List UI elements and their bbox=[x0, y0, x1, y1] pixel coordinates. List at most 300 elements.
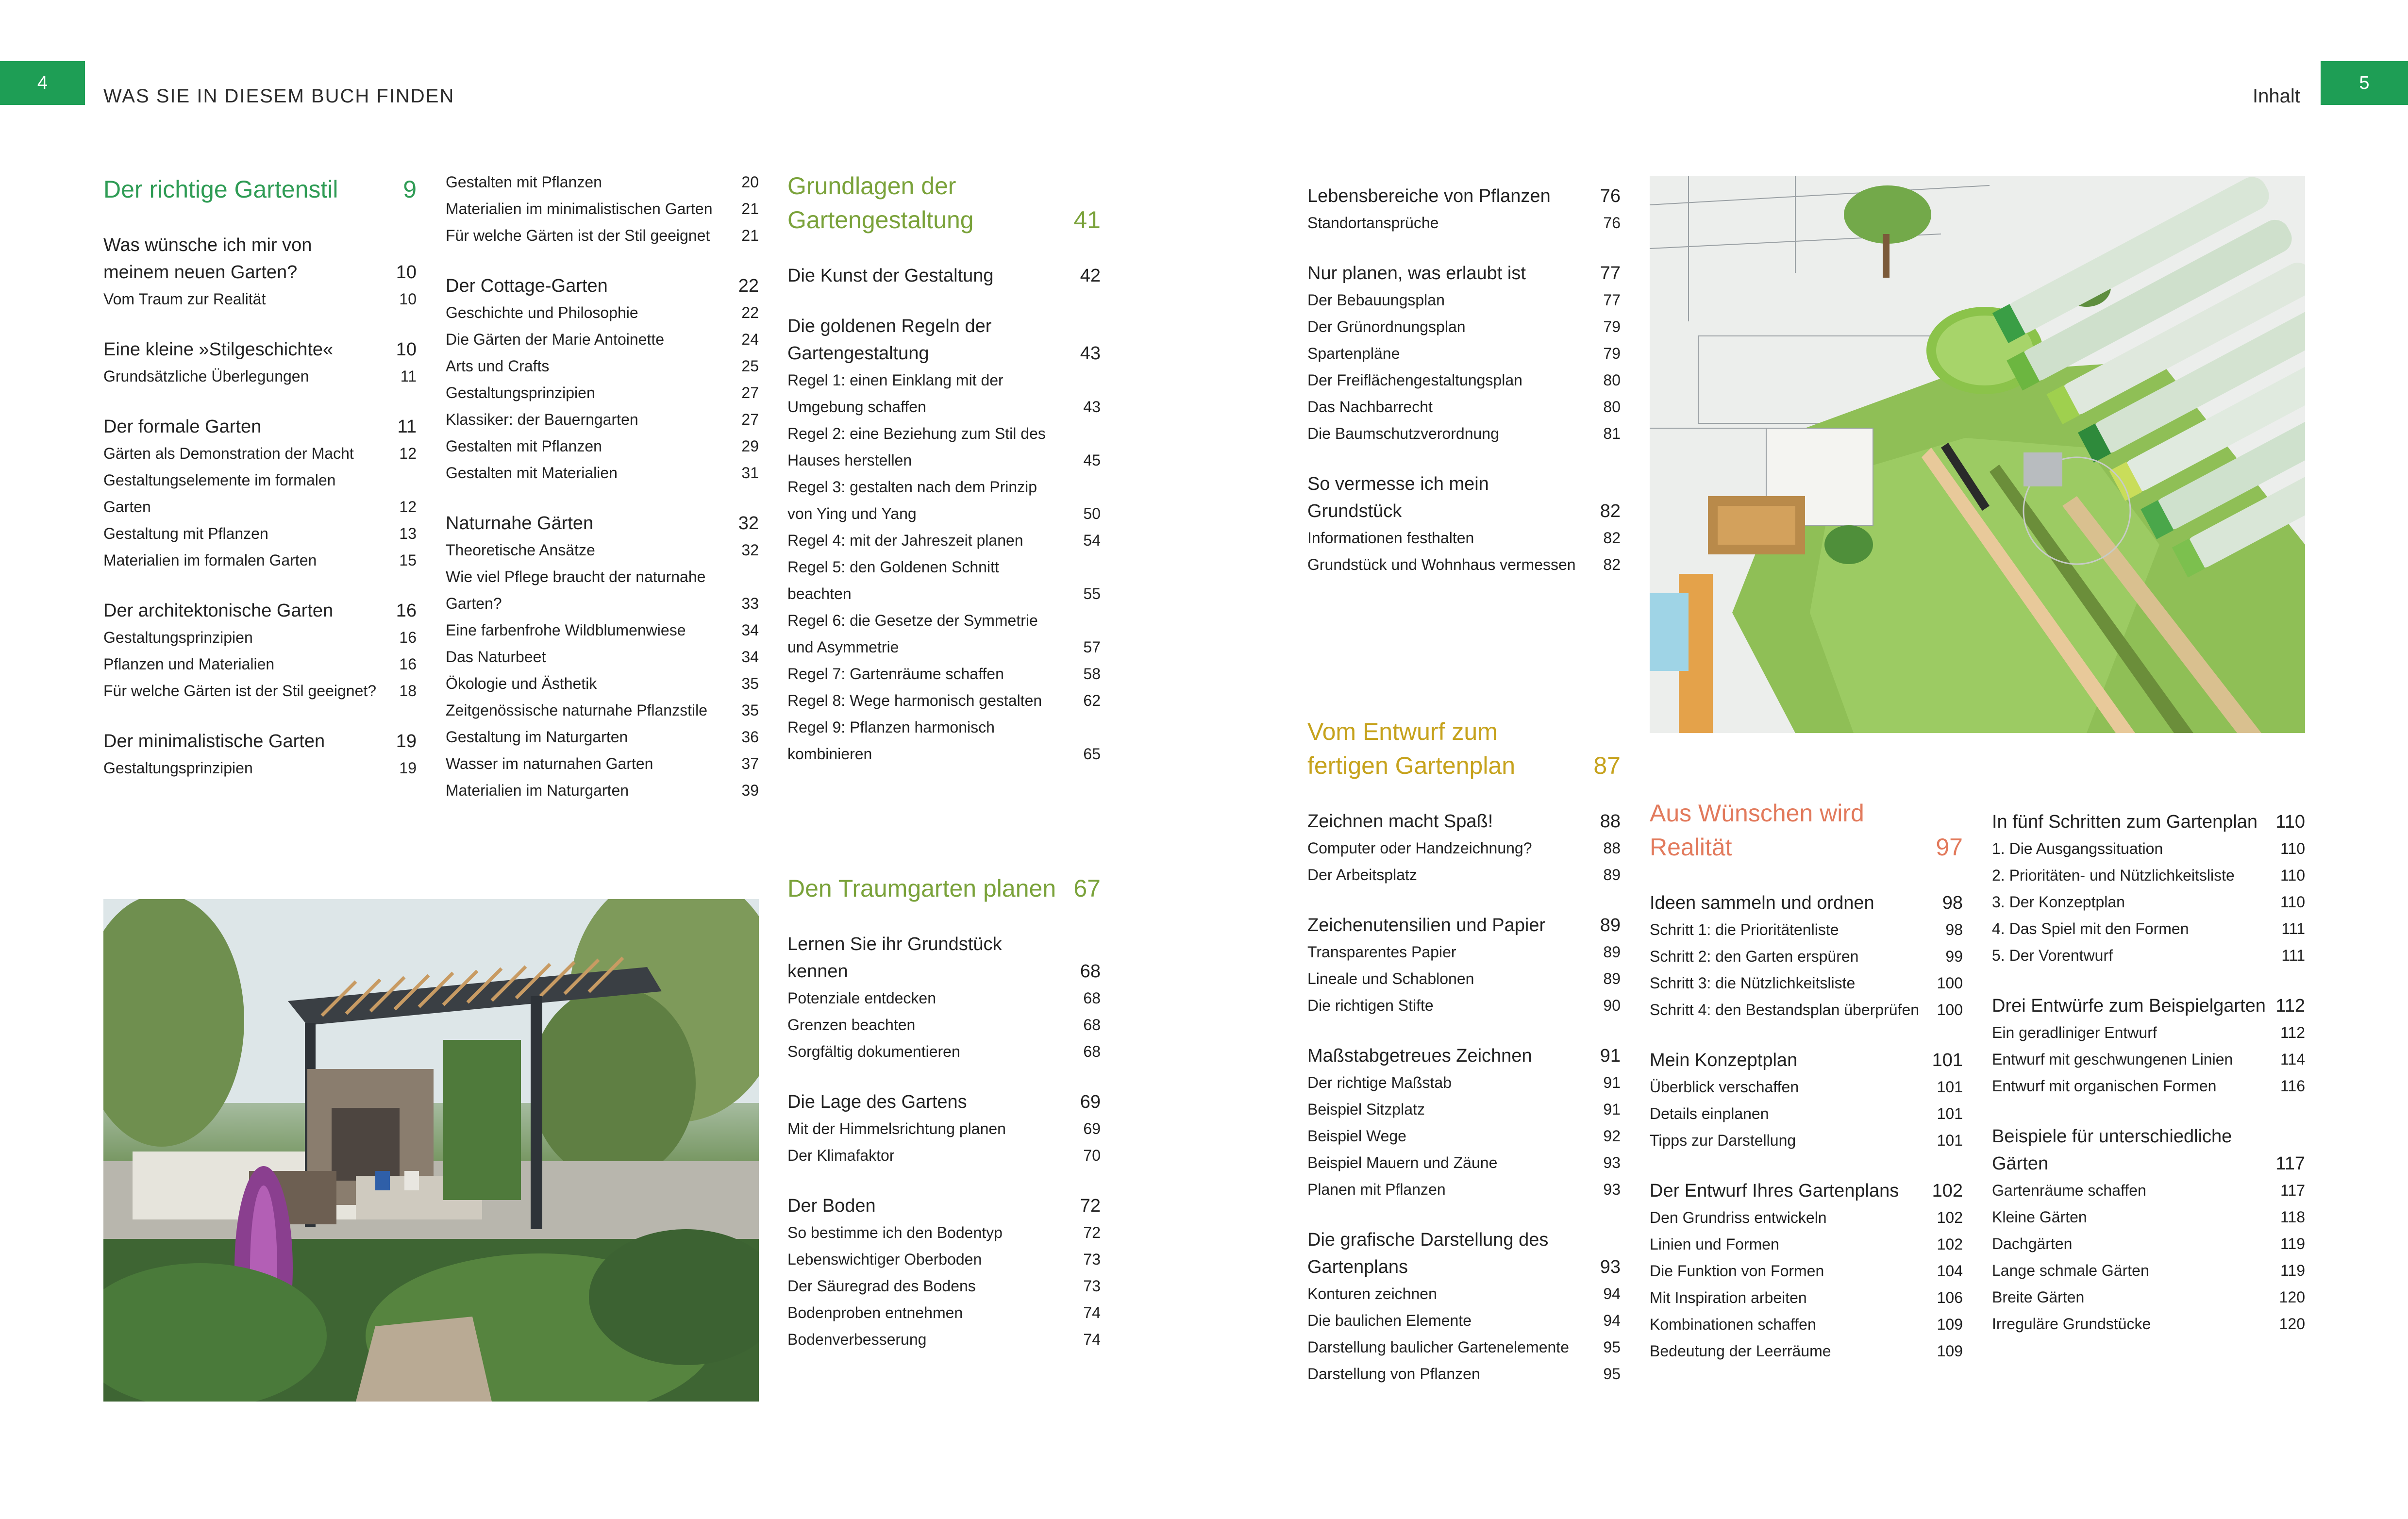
toc-sub bbox=[103, 467, 417, 520]
toc-page-number: 19 bbox=[399, 759, 417, 777]
toc-page-number: 34 bbox=[741, 648, 759, 666]
toc-page-number: 102 bbox=[1937, 1235, 1963, 1253]
toc-section bbox=[1992, 992, 2305, 1019]
toc-entry-title: Informationen festhalten bbox=[1307, 529, 1474, 547]
left-running-head: WAS SIE IN DIESEM BUCH FINDEN bbox=[103, 85, 455, 107]
toc-sub bbox=[1992, 1311, 2305, 1337]
toc-page-number: 110 bbox=[2280, 840, 2305, 857]
toc-section bbox=[103, 728, 417, 755]
toc-page-number: 27 bbox=[741, 384, 759, 401]
toc-entry-title: Entwurf mit geschwungenen Linien bbox=[1992, 1051, 2233, 1068]
toc-entry-title: Die Lage des Gartens bbox=[787, 1092, 967, 1112]
toc-sub bbox=[1650, 997, 1963, 1023]
toc-page-number: 99 bbox=[1945, 948, 1963, 965]
toc-sub bbox=[1992, 916, 2305, 942]
toc-sub bbox=[1650, 1074, 1963, 1101]
toc-section bbox=[787, 1088, 1101, 1116]
toc-entry-title: Entwurf mit organischen Formen bbox=[1992, 1077, 2217, 1095]
toc-entry-title: Kombinationen schaffen bbox=[1650, 1316, 1816, 1333]
toc-page-number: 117 bbox=[2275, 1153, 2305, 1174]
toc-sub bbox=[787, 687, 1101, 714]
toc-entry-title: Beispiel Sitzplatz bbox=[1307, 1101, 1425, 1118]
toc-sub bbox=[787, 1142, 1101, 1169]
toc-sub bbox=[787, 527, 1101, 554]
toc-entry-title: Beispiel Wege bbox=[1307, 1127, 1406, 1145]
toc-sub bbox=[1307, 314, 1621, 340]
toc-sub bbox=[103, 286, 417, 313]
toc-column-4b bbox=[1307, 715, 1621, 1387]
toc-sub bbox=[1992, 1046, 2305, 1073]
toc-sub bbox=[1307, 992, 1621, 1019]
toc-page-number: 11 bbox=[397, 417, 417, 437]
toc-page-number: 68 bbox=[1083, 1016, 1101, 1034]
toc-entry-title: Standortansprüche bbox=[1307, 214, 1439, 232]
toc-page-number: 13 bbox=[399, 525, 417, 542]
toc-sub bbox=[446, 222, 759, 249]
toc-entry-title: Kleine Gärten bbox=[1992, 1208, 2087, 1226]
toc-page-number: 95 bbox=[1603, 1338, 1621, 1356]
toc-sub bbox=[1307, 1096, 1621, 1123]
toc-entry-title: Überblick verschaffen bbox=[1650, 1078, 1799, 1096]
toc-entry-title: Mit der Himmelsrichtung planen bbox=[787, 1120, 1006, 1137]
toc-section bbox=[103, 232, 417, 286]
toc-entry-title: Linien und Formen bbox=[1650, 1235, 1779, 1253]
toc-entry-title: Gestalten mit Pflanzen bbox=[446, 173, 602, 191]
toc-entry-title: Eine farbenfrohe Wildblumenwiese bbox=[446, 621, 686, 639]
toc-chapter bbox=[787, 871, 1101, 905]
toc-section bbox=[1992, 1123, 2305, 1177]
toc-entry-title: Gärten als Demonstration der Macht bbox=[103, 445, 354, 462]
toc-page-number: 92 bbox=[1603, 1127, 1621, 1145]
toc-entry-title: Dachgärten bbox=[1992, 1235, 2073, 1252]
toc-page-number: 98 bbox=[1945, 921, 1963, 938]
toc-page-number: 77 bbox=[1600, 263, 1621, 284]
toc-page-number: 24 bbox=[741, 331, 759, 348]
toc-sub bbox=[1650, 1258, 1963, 1285]
toc-entry-title: Der Cottage-Garten bbox=[446, 276, 608, 296]
toc-sub bbox=[446, 777, 759, 804]
toc-entry-title: 2. Prioritäten- und Nützlichkeitsliste bbox=[1992, 867, 2235, 884]
toc-entry-title: Den Traumgarten planen bbox=[787, 875, 1056, 902]
toc-sub bbox=[1650, 1101, 1963, 1127]
toc-page-number: 21 bbox=[741, 227, 759, 244]
toc-sub bbox=[1650, 1285, 1963, 1311]
toc-entry-title: Lebenswichtiger Oberboden bbox=[787, 1251, 982, 1268]
toc-entry-title: Gestaltungselemente im formalen Garten bbox=[103, 471, 336, 516]
toc-page-number: 69 bbox=[1080, 1092, 1101, 1112]
toc-entry-title: 5. Der Vorentwurf bbox=[1992, 947, 2113, 964]
toc-column-3b bbox=[787, 871, 1101, 1353]
toc-page-number: 73 bbox=[1083, 1251, 1101, 1268]
toc-page-number: 93 bbox=[1600, 1257, 1621, 1277]
toc-sub bbox=[787, 714, 1101, 768]
toc-entry-title: Details einplanen bbox=[1650, 1105, 1769, 1122]
toc-entry-title: Schritt 4: den Bestandsplan überprüfen bbox=[1650, 1001, 1920, 1018]
toc-section bbox=[1307, 470, 1621, 525]
toc-section bbox=[1307, 808, 1621, 835]
toc-page-number: 89 bbox=[1603, 943, 1621, 961]
toc-page-number: 76 bbox=[1603, 214, 1621, 232]
toc-entry-title: Gestaltungsprinzipien bbox=[103, 759, 253, 777]
toc-entry-title: Regel 9: Pflanzen harmonisch kombinieren bbox=[787, 718, 995, 763]
toc-entry-title: Die goldenen Regeln der Gartengestaltung bbox=[787, 316, 992, 364]
toc-page-number: 29 bbox=[741, 437, 759, 455]
toc-entry-title: Die Gärten der Marie Antoinette bbox=[446, 331, 665, 348]
toc-sub bbox=[787, 554, 1101, 607]
toc-page-number: 18 bbox=[399, 682, 417, 700]
toc-entry-title: Das Nachbarrecht bbox=[1307, 398, 1433, 416]
toc-column-1 bbox=[103, 172, 417, 782]
toc-entry-title: Der Klimafaktor bbox=[787, 1147, 895, 1164]
toc-sub bbox=[1650, 917, 1963, 943]
toc-page-number: 35 bbox=[741, 675, 759, 692]
toc-page-number: 58 bbox=[1083, 665, 1101, 683]
toc-page-number: 39 bbox=[741, 782, 759, 799]
toc-entry-title: Breite Gärten bbox=[1992, 1288, 2085, 1306]
toc-page-number: 89 bbox=[1603, 866, 1621, 884]
toc-sub bbox=[103, 520, 417, 547]
toc-sub bbox=[103, 678, 417, 704]
garden-plan-drawing-photo bbox=[1650, 176, 2305, 733]
toc-entry-title: 1. Die Ausgangssituation bbox=[1992, 840, 2163, 857]
toc-sub bbox=[787, 1219, 1101, 1246]
toc-entry-title: So bestimme ich den Bodentyp bbox=[787, 1224, 1003, 1241]
toc-section bbox=[1307, 260, 1621, 287]
toc-entry-title: Der Entwurf Ihres Gartenplans bbox=[1650, 1181, 1899, 1201]
toc-page-number: 95 bbox=[1603, 1365, 1621, 1383]
toc-sub bbox=[446, 724, 759, 751]
toc-sub bbox=[1650, 1204, 1963, 1231]
toc-sub bbox=[446, 697, 759, 724]
toc-entry-title: Spartenpläne bbox=[1307, 345, 1400, 362]
toc-page-number: 79 bbox=[1603, 345, 1621, 362]
toc-entry-title: Die baulichen Elemente bbox=[1307, 1312, 1472, 1329]
toc-entry-title: Der richtige Maßstab bbox=[1307, 1074, 1452, 1091]
toc-sub bbox=[103, 440, 417, 467]
toc-sub bbox=[1307, 287, 1621, 314]
toc-entry-title: Der Bebauungsplan bbox=[1307, 291, 1445, 309]
toc-page-number: 80 bbox=[1603, 371, 1621, 389]
toc-section bbox=[1307, 183, 1621, 210]
toc-sub bbox=[446, 406, 759, 433]
toc-entry-title: Lange schmale Gärten bbox=[1992, 1262, 2149, 1279]
toc-entry-title: Konturen zeichnen bbox=[1307, 1285, 1437, 1302]
toc-entry-title: Für welche Gärten ist der Stil geeignet? bbox=[103, 682, 377, 700]
toc-page-number: 100 bbox=[1937, 1001, 1963, 1018]
toc-page-number: 82 bbox=[1600, 501, 1621, 521]
toc-page-number: 110 bbox=[2280, 867, 2305, 884]
toc-entry-title: Lineale und Schablonen bbox=[1307, 970, 1474, 987]
toc-entry-title: Vom Entwurf zum fertigen Gartenplan bbox=[1307, 718, 1516, 779]
toc-entry-title: Transparentes Papier bbox=[1307, 943, 1456, 961]
toc-entry-title: Der minimalistische Garten bbox=[103, 731, 325, 751]
toc-column-4a bbox=[1307, 183, 1621, 578]
toc-entry-title: Gestalten mit Pflanzen bbox=[446, 437, 602, 455]
toc-section bbox=[446, 272, 759, 300]
toc-entry-title: Planen mit Pflanzen bbox=[1307, 1181, 1446, 1198]
toc-sub bbox=[1307, 1123, 1621, 1150]
toc-page-number: 15 bbox=[399, 551, 417, 569]
toc-page-number: 104 bbox=[1937, 1262, 1963, 1280]
toc-entry-title: Naturnahe Gärten bbox=[446, 513, 594, 534]
toc-entry-title: Grundlagen der Gartengestaltung bbox=[787, 172, 974, 234]
toc-page-number: 119 bbox=[2280, 1262, 2305, 1279]
toc-entry-title: Schritt 3: die Nützlichkeitsliste bbox=[1650, 974, 1856, 992]
toc-entry-title: Grenzen beachten bbox=[787, 1016, 916, 1034]
toc-page-number: 25 bbox=[741, 357, 759, 375]
toc-column-5 bbox=[1650, 796, 1963, 1365]
toc-sub bbox=[1992, 1257, 2305, 1284]
toc-sub bbox=[1307, 367, 1621, 394]
toc-page-number: 109 bbox=[1937, 1316, 1963, 1333]
toc-sub bbox=[103, 547, 417, 574]
toc-entry-title: Regel 5: den Goldenen Schnitt beachten bbox=[787, 558, 999, 602]
toc-page-number: 88 bbox=[1603, 839, 1621, 857]
toc-entry-title: Arts und Crafts bbox=[446, 357, 550, 375]
toc-sub bbox=[787, 607, 1101, 661]
toc-sub bbox=[1307, 1307, 1621, 1334]
toc-page-number: 10 bbox=[399, 290, 417, 308]
toc-page-number: 97 bbox=[1936, 834, 1963, 861]
toc-sub bbox=[1307, 525, 1621, 551]
toc-sub bbox=[103, 755, 417, 782]
toc-page-number: 91 bbox=[1603, 1101, 1621, 1118]
toc-page-number: 57 bbox=[1083, 638, 1101, 656]
toc-sub bbox=[1992, 942, 2305, 969]
toc-entry-title: Gartenräume schaffen bbox=[1992, 1182, 2146, 1199]
toc-entry-title: Der Freiflächengestaltungsplan bbox=[1307, 371, 1522, 389]
toc-entry-title: Der Grünordnungsplan bbox=[1307, 318, 1466, 335]
toc-sub bbox=[1650, 943, 1963, 970]
toc-page-number: 27 bbox=[741, 411, 759, 428]
toc-entry-title: Gestaltungsprinzipien bbox=[446, 384, 595, 401]
toc-page-number: 21 bbox=[741, 200, 759, 217]
toc-page-number: 74 bbox=[1083, 1304, 1101, 1321]
toc-entry-title: In fünf Schritten zum Gartenplan bbox=[1992, 812, 2258, 832]
toc-page-number: 80 bbox=[1603, 398, 1621, 416]
toc-sub bbox=[446, 196, 759, 222]
toc-entry-title: Der richtige Gartenstil bbox=[103, 176, 338, 203]
toc-sub bbox=[446, 617, 759, 644]
toc-entry-title: Zeichnen macht Spaß! bbox=[1307, 811, 1493, 832]
toc-page-number: 93 bbox=[1603, 1181, 1621, 1198]
toc-page-number: 82 bbox=[1603, 529, 1621, 547]
toc-entry-title: Schritt 2: den Garten erspüren bbox=[1650, 948, 1859, 965]
toc-sub bbox=[787, 420, 1101, 474]
toc-sub bbox=[1307, 1334, 1621, 1361]
toc-sub bbox=[1650, 1311, 1963, 1338]
toc-sub bbox=[1307, 394, 1621, 420]
toc-page-number: 102 bbox=[1932, 1181, 1963, 1201]
toc-page-number: 34 bbox=[741, 621, 759, 639]
toc-entry-title: Aus Wünschen wird Realität bbox=[1650, 800, 1864, 861]
toc-page-number: 43 bbox=[1083, 398, 1101, 416]
toc-sub bbox=[1307, 939, 1621, 966]
toc-chapter bbox=[787, 169, 1101, 237]
toc-page-number: 70 bbox=[1083, 1147, 1101, 1164]
toc-page-number: 101 bbox=[1937, 1105, 1963, 1122]
toc-chapter bbox=[1307, 715, 1621, 783]
toc-entry-title: Regel 7: Gartenräume schaffen bbox=[787, 665, 1004, 683]
toc-sub bbox=[446, 460, 759, 486]
toc-page-number: 42 bbox=[1080, 266, 1101, 286]
toc-entry-title: Gestaltung im Naturgarten bbox=[446, 728, 628, 746]
toc-page-number: 112 bbox=[2275, 996, 2305, 1016]
toc-sub bbox=[1650, 970, 1963, 997]
toc-sub bbox=[1307, 1176, 1621, 1203]
toc-page-number: 101 bbox=[1932, 1050, 1963, 1070]
toc-entry-title: Ein geradliniger Entwurf bbox=[1992, 1024, 2157, 1041]
toc-sub bbox=[787, 1246, 1101, 1273]
toc-page-number: 74 bbox=[1083, 1331, 1101, 1348]
toc-section bbox=[787, 931, 1101, 985]
toc-page-number: 119 bbox=[2280, 1235, 2305, 1252]
toc-section bbox=[787, 1192, 1101, 1219]
toc-page-number: 93 bbox=[1603, 1154, 1621, 1171]
toc-entry-title: Lernen Sie ihr Grundstück kennen bbox=[787, 934, 1002, 982]
toc-page-number: 73 bbox=[1083, 1277, 1101, 1295]
toc-entry-title: Materialien im Naturgarten bbox=[446, 782, 629, 799]
toc-entry-title: Die Baumschutzverordnung bbox=[1307, 425, 1499, 442]
toc-sub bbox=[1307, 1281, 1621, 1307]
toc-entry-title: Theoretische Ansätze bbox=[446, 541, 595, 559]
toc-page-number: 109 bbox=[1937, 1342, 1963, 1360]
toc-page-number: 41 bbox=[1073, 206, 1101, 234]
toc-page-number: 100 bbox=[1937, 974, 1963, 992]
toc-sub bbox=[446, 169, 759, 196]
toc-entry-title: Darstellung baulicher Gartenelemente bbox=[1307, 1338, 1569, 1356]
toc-sub bbox=[1992, 862, 2305, 889]
toc-entry-title: Eine kleine »Stilgeschichte« bbox=[103, 339, 334, 360]
toc-page-number: 112 bbox=[2280, 1024, 2305, 1041]
toc-sub bbox=[1650, 1231, 1963, 1258]
toc-page-number: 116 bbox=[2280, 1077, 2305, 1095]
toc-page-number: 22 bbox=[741, 304, 759, 321]
toc-page-number: 89 bbox=[1603, 970, 1621, 987]
toc-entry-title: Nur planen, was erlaubt ist bbox=[1307, 263, 1526, 284]
toc-page-number: 94 bbox=[1603, 1285, 1621, 1302]
toc-page-number: 32 bbox=[741, 541, 759, 559]
toc-sub bbox=[446, 300, 759, 326]
toc-page-number: 36 bbox=[741, 728, 759, 746]
toc-page-number: 88 bbox=[1600, 811, 1621, 832]
toc-page-number: 45 bbox=[1083, 451, 1101, 469]
garden-pergola-illustration bbox=[103, 899, 759, 1402]
toc-sub bbox=[1992, 1177, 2305, 1204]
toc-sub bbox=[446, 537, 759, 564]
toc-sub bbox=[446, 644, 759, 670]
toc-sub bbox=[787, 1326, 1101, 1353]
toc-sub bbox=[1307, 420, 1621, 447]
toc-page-number: 101 bbox=[1937, 1078, 1963, 1096]
toc-sub bbox=[1307, 340, 1621, 367]
toc-sub bbox=[103, 651, 417, 678]
toc-entry-title: Gestaltungsprinzipien bbox=[103, 629, 253, 646]
toc-entry-title: Der architektonische Garten bbox=[103, 601, 334, 621]
toc-chapter bbox=[1650, 796, 1963, 864]
toc-entry-title: Darstellung von Pflanzen bbox=[1307, 1365, 1480, 1383]
toc-sub bbox=[1992, 889, 2305, 916]
toc-page-number: 91 bbox=[1603, 1074, 1621, 1091]
toc-page-number: 90 bbox=[1603, 997, 1621, 1014]
toc-entry-title: Die richtigen Stifte bbox=[1307, 997, 1434, 1014]
toc-page-number: 22 bbox=[738, 276, 759, 296]
toc-entry-title: 3. Der Konzeptplan bbox=[1992, 893, 2125, 911]
toc-sub bbox=[1307, 835, 1621, 862]
toc-page-number: 11 bbox=[400, 367, 417, 385]
toc-page-number: 54 bbox=[1083, 532, 1101, 549]
right-running-head: Inhalt bbox=[2253, 85, 2300, 107]
toc-sub bbox=[446, 564, 759, 617]
toc-section bbox=[787, 313, 1101, 367]
toc-entry-title: 4. Das Spiel mit den Formen bbox=[1992, 920, 2189, 937]
toc-page-number: 19 bbox=[396, 731, 417, 751]
toc-sub bbox=[1992, 1204, 2305, 1231]
toc-page-number: 76 bbox=[1600, 186, 1621, 206]
toc-page-number: 43 bbox=[1080, 343, 1101, 364]
toc-entry-title: Zeichenutensilien und Papier bbox=[1307, 915, 1546, 935]
toc-entry-title: Bodenverbesserung bbox=[787, 1331, 927, 1348]
toc-page-number: 68 bbox=[1083, 1043, 1101, 1060]
toc-page-number: 12 bbox=[399, 445, 417, 462]
toc-entry-title: Lebensbereiche von Pflanzen bbox=[1307, 186, 1551, 206]
toc-entry-title: Was wünsche ich mir von meinem neuen Garten? bbox=[103, 235, 312, 283]
toc-column-3a bbox=[787, 169, 1101, 768]
toc-page-number: 79 bbox=[1603, 318, 1621, 335]
toc-page-number: 68 bbox=[1080, 961, 1101, 982]
toc-entry-title: Mein Konzeptplan bbox=[1650, 1050, 1798, 1070]
toc-entry-title: Die Kunst der Gestaltung bbox=[787, 266, 994, 286]
toc-page-number: 9 bbox=[403, 176, 417, 203]
toc-sub bbox=[1307, 551, 1621, 578]
toc-sub bbox=[787, 474, 1101, 527]
toc-sub bbox=[787, 1038, 1101, 1065]
toc-page-number: 37 bbox=[741, 755, 759, 772]
toc-entry-title: Mit Inspiration arbeiten bbox=[1650, 1289, 1807, 1306]
toc-entry-title: Klassiker: der Bauerngarten bbox=[446, 411, 638, 428]
toc-sub bbox=[446, 326, 759, 353]
toc-entry-title: Der Säuregrad des Bodens bbox=[787, 1277, 976, 1295]
toc-sub bbox=[787, 1273, 1101, 1300]
toc-entry-title: Grundsätzliche Überlegungen bbox=[103, 367, 309, 385]
toc-sub bbox=[787, 1012, 1101, 1038]
toc-entry-title: Die Funktion von Formen bbox=[1650, 1262, 1824, 1280]
toc-sub bbox=[103, 624, 417, 651]
toc-entry-title: Tipps zur Darstellung bbox=[1650, 1132, 1796, 1149]
toc-page-number: 33 bbox=[741, 595, 759, 612]
toc-entry-title: Sorgfältig dokumentieren bbox=[787, 1043, 960, 1060]
toc-page-number: 20 bbox=[741, 173, 759, 191]
toc-entry-title: Ideen sammeln und ordnen bbox=[1650, 893, 1874, 913]
toc-page-number: 16 bbox=[399, 655, 417, 673]
toc-entry-title: Computer oder Handzeichnung? bbox=[1307, 839, 1532, 857]
toc-entry-title: Ökologie und Ästhetik bbox=[446, 675, 597, 692]
toc-page-number: 82 bbox=[1603, 556, 1621, 573]
toc-entry-title: Gestaltung mit Pflanzen bbox=[103, 525, 268, 542]
toc-page-number: 120 bbox=[2279, 1315, 2305, 1333]
toc-entry-title: Regel 3: gestalten nach dem Prinzip von Ying und Yang bbox=[787, 478, 1037, 522]
toc-entry-title: Wie viel Pflege braucht der naturnahe Garten? bbox=[446, 568, 706, 612]
toc-page-number: 98 bbox=[1942, 893, 1963, 913]
toc-sub bbox=[446, 380, 759, 406]
toc-page-number: 81 bbox=[1603, 425, 1621, 442]
toc-page-number: 110 bbox=[2275, 812, 2305, 832]
toc-page-number: 110 bbox=[2280, 893, 2305, 911]
toc-page-number: 31 bbox=[741, 464, 759, 482]
toc-sub bbox=[1307, 1361, 1621, 1387]
toc-page-number: 10 bbox=[396, 262, 417, 283]
toc-page-number: 10 bbox=[396, 339, 417, 360]
